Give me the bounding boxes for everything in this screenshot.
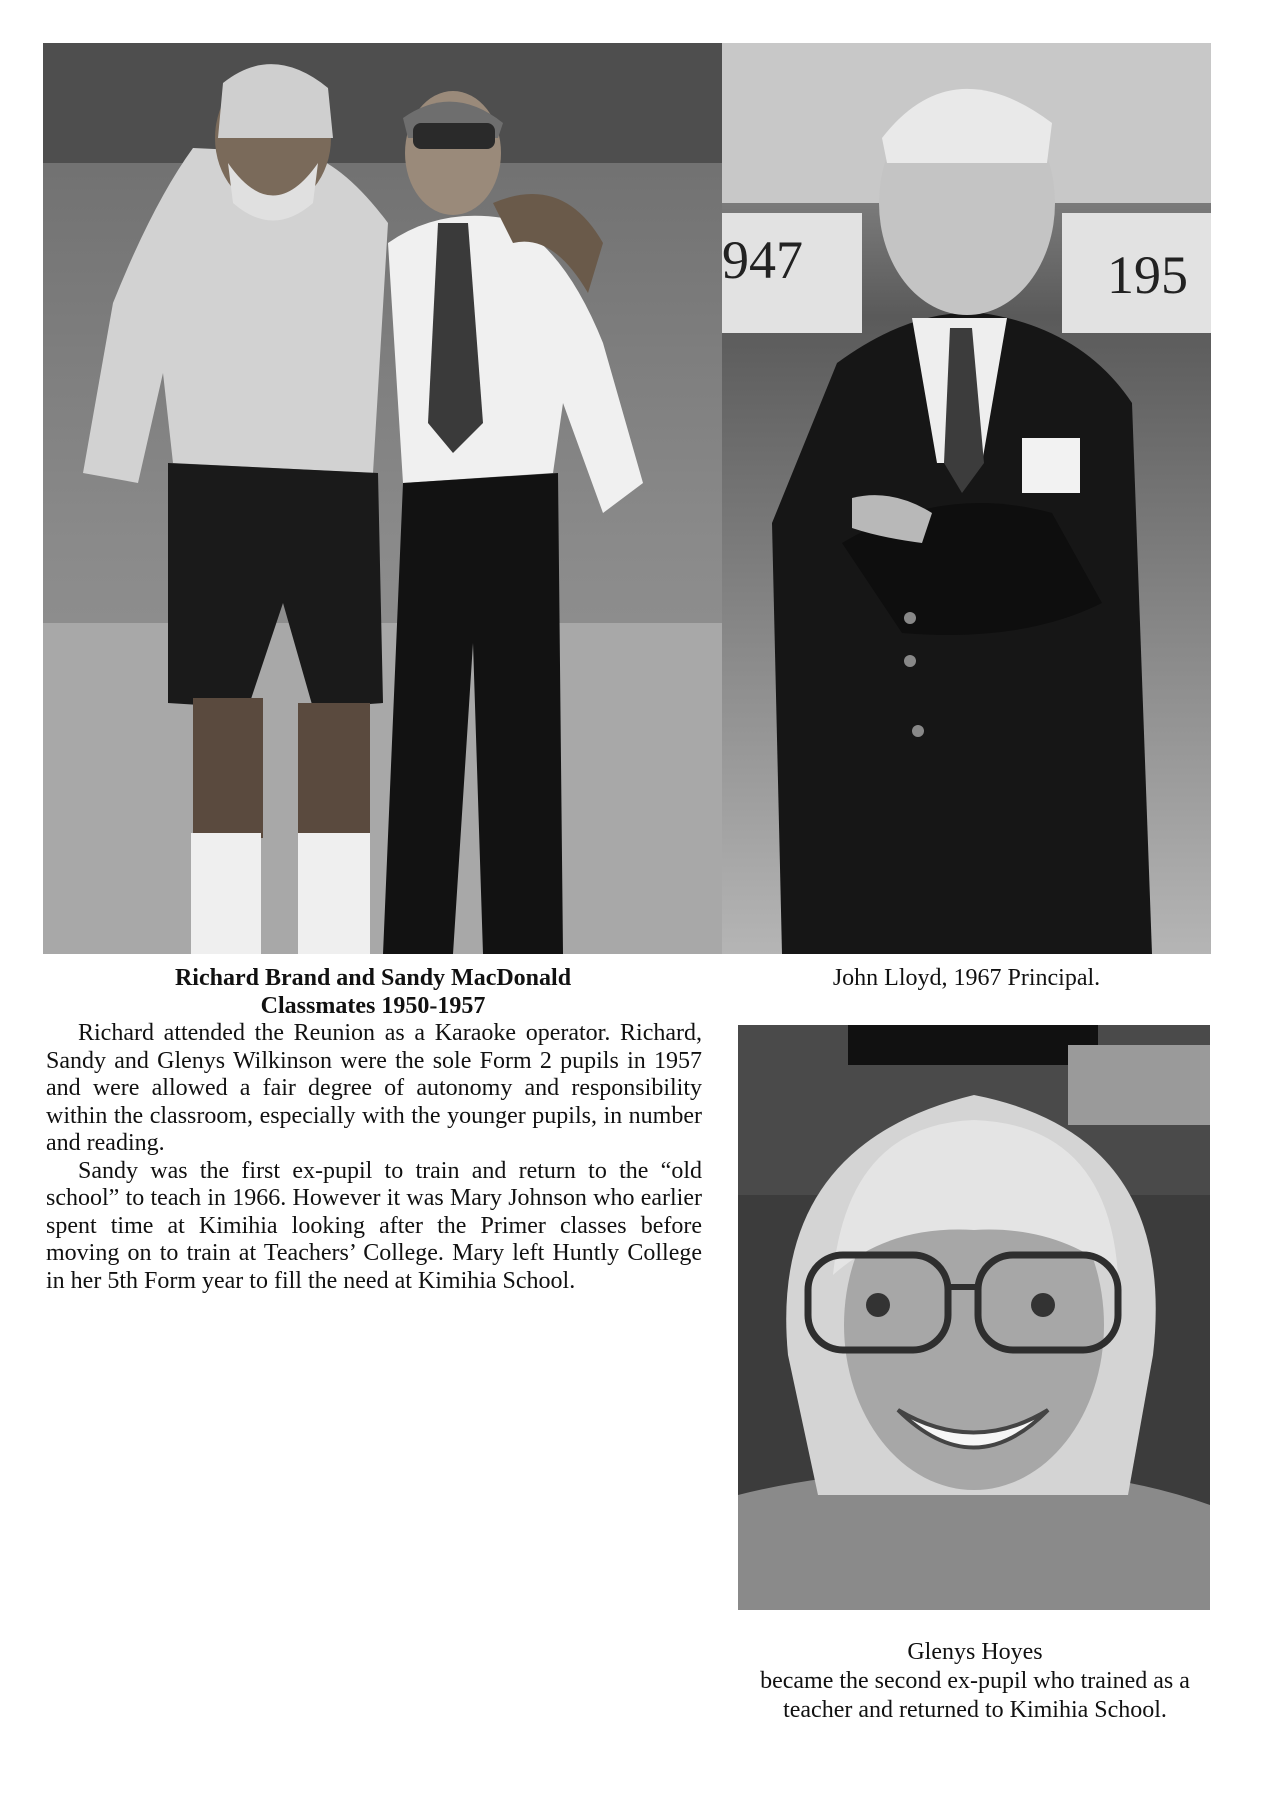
photo-glenys-image — [738, 1025, 1210, 1610]
caption-glenys-line2: became the second ex-pupil who trained as a — [760, 1668, 1190, 1694]
body-paragraph-1: Richard attended the Reunion as a Karaoke operator. Richard, Sandy and Glenys Wilkinson were the sole Form 2 pupils in 1957 and were allowed a fair degree of autonomy and responsibility within the classroom, especially with the younger pupils, in number and reading. — [46, 1020, 702, 1156]
photo-glenys-hoyes — [738, 1025, 1210, 1610]
body-text — [46, 1020, 702, 1295]
photo-john-lloyd — [722, 43, 1211, 954]
caption-richard-sandy — [43, 964, 703, 1020]
caption-glenys-hoyes — [720, 1638, 1230, 1725]
sign-195-text: 195 — [1107, 245, 1188, 305]
caption-john-lloyd: John Lloyd, 1967 Principal. — [832, 965, 1101, 991]
caption-glenys-line3: teacher and returned to Kimihia School. — [783, 1697, 1167, 1723]
caption-names: Richard Brand and Sandy MacDonald — [174, 965, 572, 991]
photo-john-lloyd-image — [722, 43, 1211, 954]
caption-glenys-name: Glenys Hoyes — [907, 1639, 1043, 1665]
caption-classmates-years: Classmates 1950-1957 — [260, 993, 486, 1019]
photo-richard-sandy-image — [43, 43, 722, 954]
sign-947-text: 947 — [722, 230, 803, 290]
photo-richard-brand-sandy-macdonald — [43, 43, 722, 954]
body-paragraph-2: Sandy was the first ex-pupil to train and return to the “old school” to teach in 1966. However it was Mary Johnson who earlier spent time at Kimihia looking after the Primer classes before moving on to train at Teachers’ College. Mary left Huntly College in her 5th Form year to fill the need at Kimihia School. — [46, 1157, 702, 1294]
